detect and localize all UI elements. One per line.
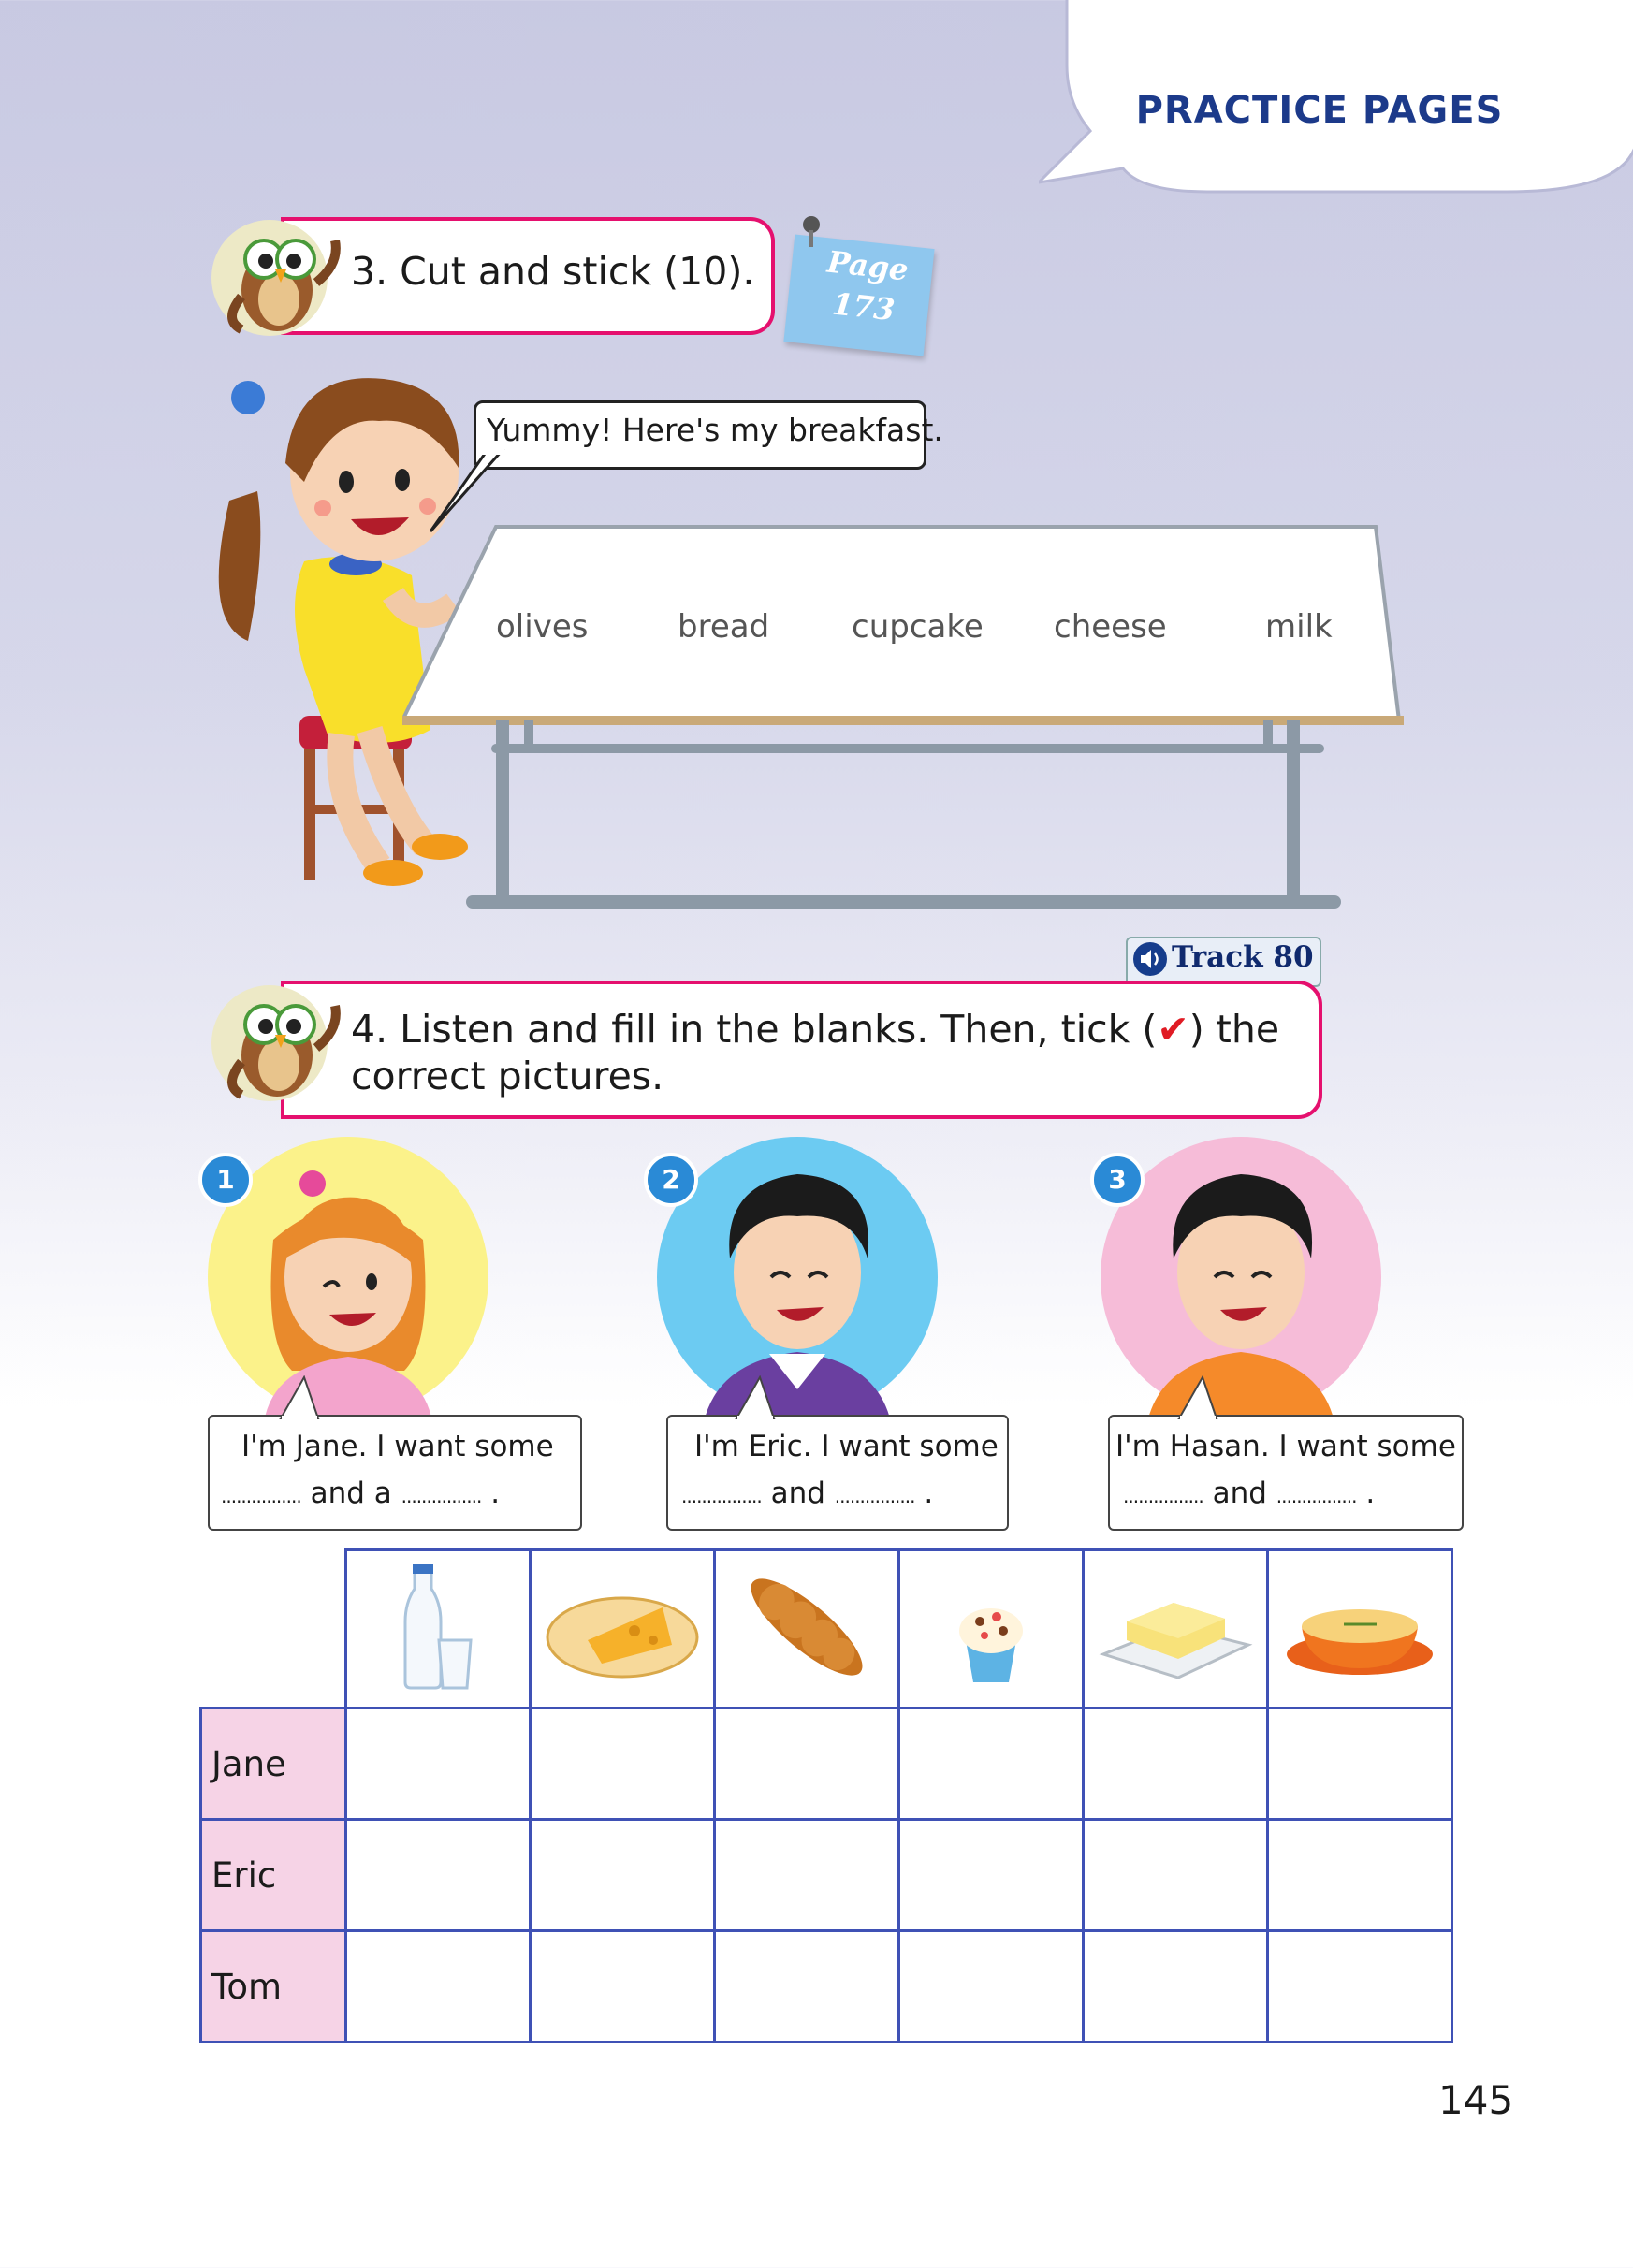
food-icon-row: [201, 1550, 1452, 1708]
number-badge-1: 1: [198, 1153, 253, 1207]
track-label: Track 80: [1172, 940, 1314, 974]
number-badge-3: 3: [1090, 1153, 1145, 1207]
grid-corner: [201, 1550, 346, 1708]
row-label-jane: Jane: [201, 1708, 346, 1820]
food-cell-butter: [1084, 1550, 1268, 1708]
breakfast-table: [402, 519, 1413, 922]
owl-icon: [204, 973, 344, 1113]
soup-icon: [1269, 1551, 1451, 1703]
tick-cell[interactable]: [899, 1820, 1084, 1931]
cheese-icon: [532, 1551, 713, 1703]
tick-cell[interactable]: [531, 1708, 715, 1820]
character-2-line1: I'm Eric. I want some: [694, 1430, 999, 1463]
tick-cell[interactable]: [1268, 1931, 1452, 2043]
tick-cell[interactable]: [899, 1931, 1084, 2043]
speaker-icon[interactable]: [1132, 941, 1168, 977]
exercise4-instruction-line1: 4. Listen and fill in the blanks. Then, tick (✔) the: [351, 1007, 1280, 1052]
number-badge-2: 2: [644, 1153, 698, 1207]
speech-text: Yummy! Here's my breakfast.: [487, 412, 943, 448]
hasan-portrait: [1138, 1146, 1344, 1422]
tick-cell[interactable]: [715, 1820, 899, 1931]
table-word-bread: bread: [678, 608, 770, 646]
tick-cell[interactable]: [1084, 1931, 1268, 2043]
tick-cell[interactable]: [1268, 1708, 1452, 1820]
food-cell-cheese: [531, 1550, 715, 1708]
eric-portrait: [694, 1146, 900, 1422]
table-word-olives: olives: [496, 608, 589, 646]
table-word-cupcake: cupcake: [852, 608, 984, 646]
cupcake-icon: [900, 1551, 1082, 1703]
tick-cell[interactable]: [1268, 1820, 1452, 1931]
character-1-line1: I'm Jane. I want some: [241, 1430, 554, 1463]
tick-cell[interactable]: [899, 1708, 1084, 1820]
page-number: 145: [1438, 2077, 1514, 2123]
page-title: PRACTICE PAGES: [1135, 89, 1504, 132]
row-label-eric: Eric: [201, 1820, 346, 1931]
table-word-cheese: cheese: [1054, 608, 1167, 646]
tick-cell[interactable]: [346, 1708, 531, 1820]
tick-cell[interactable]: [715, 1708, 899, 1820]
tick-cell[interactable]: [715, 1931, 899, 2043]
food-cell-bread: [715, 1550, 899, 1708]
food-cell-milk: [346, 1550, 531, 1708]
milk-icon: [347, 1551, 529, 1703]
table-row: [201, 1708, 1452, 1820]
owl-icon: [204, 208, 344, 348]
butter-icon: [1085, 1551, 1266, 1703]
tick-cell[interactable]: [1084, 1820, 1268, 1931]
table-row: [201, 1931, 1452, 2043]
exercise3-instruction: 3. Cut and stick (10).: [351, 249, 755, 294]
character-1-line2: ................ and a ................ .: [221, 1476, 501, 1510]
tick-cell[interactable]: [531, 1820, 715, 1931]
speech-tail: [732, 1375, 779, 1420]
row-label-tom: Tom: [201, 1931, 346, 2043]
tick-cell[interactable]: [531, 1931, 715, 2043]
tick-icon: ✔: [1157, 1007, 1189, 1052]
speech-tail: [1174, 1375, 1221, 1420]
tick-grid: [199, 1548, 1453, 2043]
character-3-line1: I'm Hasan. I want some: [1115, 1430, 1456, 1463]
tick-cell[interactable]: [346, 1931, 531, 2043]
speech-tail: [276, 1375, 323, 1420]
bread-icon: [716, 1551, 897, 1703]
page-reference-label: Page 173: [825, 243, 911, 328]
tick-cell[interactable]: [346, 1820, 531, 1931]
table-row: [201, 1820, 1452, 1931]
table-word-milk: milk: [1265, 608, 1333, 646]
exercise4-instruction-line2: correct pictures.: [351, 1054, 664, 1098]
character-2-line2: ................ and ................ .: [681, 1476, 934, 1510]
character-3-line2: ................ and ................ .: [1123, 1476, 1376, 1510]
food-cell-cupcake: [899, 1550, 1084, 1708]
tick-cell[interactable]: [1084, 1708, 1268, 1820]
food-cell-soup: [1268, 1550, 1452, 1708]
